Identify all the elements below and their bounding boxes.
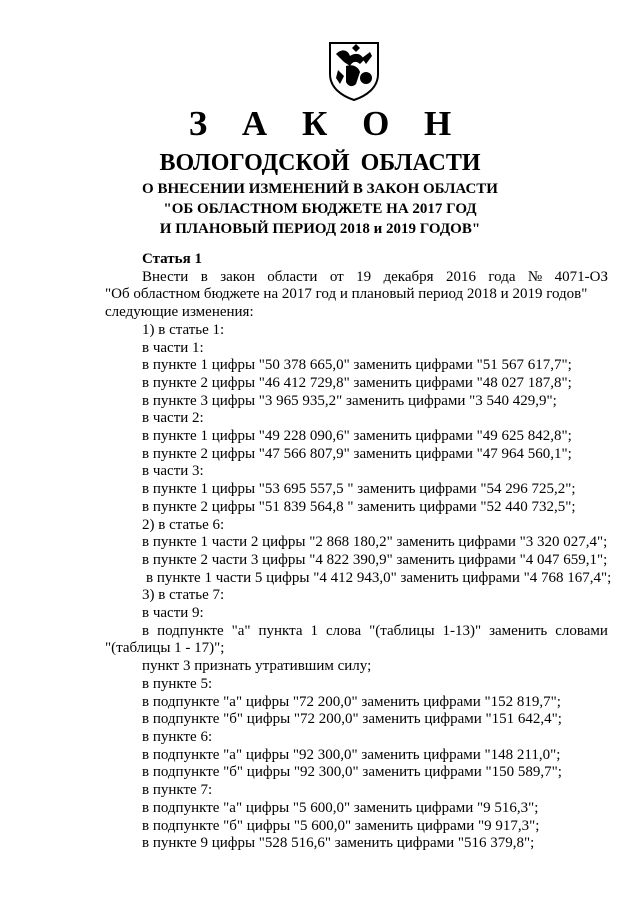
text-line: 2) в статье 6: <box>142 516 225 533</box>
word: подпункте <box>157 622 224 639</box>
text-line: в подпункте "б" цифры "92 300,0" заменить цифрами "150 589,7"; <box>142 764 562 781</box>
word: 19 <box>356 268 372 285</box>
word: Внести <box>142 268 189 285</box>
text-line: в части 1: <box>142 339 204 356</box>
text-line: в пункте 7: <box>142 782 213 799</box>
word: "(таблицы <box>369 622 435 639</box>
text-line: в подпункте "а" цифры "72 200,0" заменить цифрами "152 819,7"; <box>142 693 561 710</box>
word: от <box>329 268 344 285</box>
subclause-line <box>105 623 608 641</box>
subtitle-line: О ВНЕСЕНИИ ИЗМЕНЕНИЙ В ЗАКОН ОБЛАСТИ <box>142 181 498 197</box>
word: 1 <box>310 622 319 639</box>
text-line: в подпункте "а" цифры "92 300,0" заменить цифрами "148 211,0"; <box>142 746 561 763</box>
text-line: в пункте 9 цифры "528 516,6" заменить цифрами "516 379,8"; <box>142 835 535 852</box>
word: словами <box>555 622 608 639</box>
word: 4071-ОЗ <box>554 268 608 285</box>
text-line: в пункте 1 части 5 цифры "4 412 943,0" заменить цифрами "4 768 167,4"; <box>146 569 612 586</box>
text-line: в подпункте "б" цифры "72 200,0" заменить цифрами "151 642,4"; <box>142 711 562 728</box>
article-heading: Статья 1 <box>142 251 202 267</box>
word: закон <box>220 268 255 285</box>
vologda-coat-of-arms-icon <box>326 40 382 102</box>
text-line: в пункте 5: <box>142 675 213 692</box>
word: № <box>527 268 543 285</box>
word: области <box>267 268 318 285</box>
text-line: 3) в статье 7: <box>142 587 225 604</box>
word: 2016 <box>445 268 476 285</box>
text-line: в части 3: <box>142 463 204 480</box>
subtitle-line: "ОБ ОБЛАСТНОМ БЮДЖЕТЕ НА 2017 ГОД <box>163 201 477 217</box>
text-line: в части 9: <box>142 605 204 622</box>
text-line: пункт 3 признать утратившим силу; <box>142 658 372 675</box>
word: в <box>200 268 208 285</box>
text-line: в подпункте "а" цифры "5 600,0" заменить цифрами "9 516,3"; <box>142 799 539 816</box>
text-line: в пункте 2 части 3 цифры "4 822 390,9" заменить цифрами "4 047 659,1"; <box>142 551 608 568</box>
text-line: в пункте 3 цифры "3 965 935,2" заменить цифрами "3 540 429,9"; <box>142 392 557 409</box>
text-line: в пункте 1 цифры "53 695 557,5 " заменить цифрами "54 296 725,2"; <box>142 481 576 498</box>
subtitle-line: И ПЛАНОВЫЙ ПЕРИОД 2018 и 2019 ГОДОВ" <box>159 221 481 237</box>
word: "а" <box>231 622 251 639</box>
text-line: в пункте 1 части 2 цифры "2 868 180,2" заменить цифрами "3 320 027,4"; <box>142 534 608 551</box>
word: заменить <box>489 622 548 639</box>
text-line: "(таблицы 1 - 17)"; <box>105 640 225 657</box>
text-line: в пункте 2 цифры "47 566 807,9" заменить цифрами "47 964 560,1"; <box>142 445 572 462</box>
word: пункта <box>258 622 303 639</box>
text-line: в подпункте "б" цифры "5 600,0" заменить цифрами "9 917,3"; <box>142 817 540 834</box>
word: года <box>488 268 516 285</box>
document-type-title: З А К О Н <box>188 104 465 143</box>
text-line: в части 2: <box>142 410 204 427</box>
intro-line: "Об областном бюджете на 2017 год и плановый период 2018 и 2019 годов" <box>105 286 588 303</box>
text-line: в пункте 1 цифры "49 228 090,6" заменить цифрами "49 625 842,8"; <box>142 428 572 445</box>
intro-line: следующие изменения: <box>105 304 254 321</box>
text-line: в пункте 2 цифры "46 412 729,8" заменить цифрами "48 027 187,8"; <box>142 374 572 391</box>
word: слова <box>325 622 362 639</box>
text-line: в пункте 2 цифры "51 839 564,8 " заменить цифрами "52 440 732,5"; <box>142 498 576 515</box>
intro-line <box>105 269 608 287</box>
word: 1-13)" <box>442 622 482 639</box>
word: в <box>142 622 150 639</box>
text-line: в пункте 1 цифры "50 378 665,0" заменить цифрами "51 567 617,7"; <box>142 357 572 374</box>
region-title: ВОЛОГОДСКОЙ ОБЛАСТИ <box>159 150 481 176</box>
text-line: в пункте 6: <box>142 728 213 745</box>
text-line: 1) в статье 1: <box>142 321 225 338</box>
article-body <box>105 251 612 853</box>
word: декабря <box>383 268 434 285</box>
law-subtitle <box>0 179 640 239</box>
